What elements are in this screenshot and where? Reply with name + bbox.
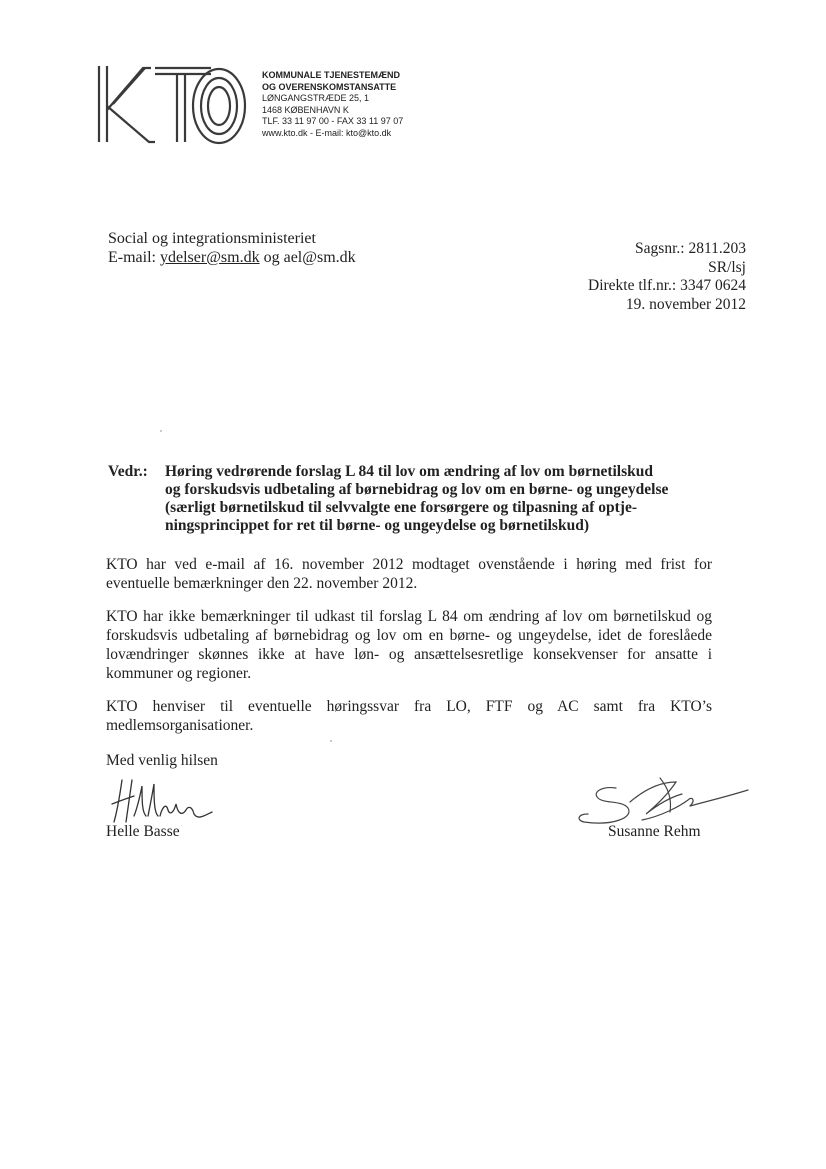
signatory-susanne-rehm: Susanne Rehm <box>608 823 701 840</box>
email-ael: ael@sm.dk <box>283 249 356 266</box>
case-number: Sagsnr.: 2811.203 <box>635 240 746 257</box>
body-paragraph-1: KTO har ved e-mail af 16. november 2012 modtaget ovenstående i høring med frist for eventuelle bemærkninger den 22. november 2012. <box>106 556 712 592</box>
email-label: E-mail: <box>108 249 160 266</box>
web-email: www.kto.dk - E-mail: kto@kto.dk <box>262 127 392 138</box>
subject-block <box>108 463 728 535</box>
signature-helle-basse <box>108 776 218 824</box>
email-join: og <box>259 249 284 266</box>
body-paragraph-3: KTO henviser til eventuelle høringssvar fra LO, FTF og AC samt fra KTO’s medlemsorganisationer. <box>106 698 712 734</box>
letter-date: 19. november 2012 <box>625 295 746 313</box>
initials: SR/lsj <box>708 258 746 276</box>
recipient-name: Social og integrationsministeriet <box>108 230 316 247</box>
signatory-helle-basse: Helle Basse <box>106 823 180 840</box>
subject-label: Vedr.: <box>108 463 148 480</box>
recipient-block <box>108 229 356 267</box>
subject-line3: (særligt børnetilskud til selvvalgte ene forsørgere og tilpasning af optje- <box>165 499 637 516</box>
address-city: 1468 KØBENHAVN K <box>262 104 349 115</box>
phone-fax: TLF. 33 11 97 00 - FAX 33 11 97 07 <box>262 116 404 126</box>
subject-line4: ningsprincippet for ret til børne- og ungeydelse og børnetilskud) <box>165 517 589 534</box>
org-name-line2: OG OVERENSKOMSTANSATTE <box>262 81 397 92</box>
letterhead-address <box>262 70 403 139</box>
subject-line2: og forskudsvis udbetaling af børnebidrag og lov om en børne- og ungeydelse <box>165 481 669 498</box>
subject-line1: Høring vedrørende forslag L 84 til lov om ændring af lov om børnetilskud <box>165 463 653 480</box>
direct-phone: Direkte tlf.nr.: 3347 0624 <box>588 277 746 294</box>
reference-block <box>588 240 746 314</box>
email-link-ydelser[interactable]: ydelser@sm.dk <box>159 249 260 266</box>
scan-speck <box>330 740 332 742</box>
closing-greeting: Med venlig hilsen <box>106 752 218 769</box>
kto-logo <box>93 60 251 148</box>
org-name-line1: KOMMUNALE TJENESTEMÆND <box>262 70 401 80</box>
scan-speck <box>160 430 162 432</box>
recipient-email-line <box>108 248 356 267</box>
address-street: LØNGANGSTRÆDE 25, 1 <box>262 93 370 103</box>
body-paragraph-2: KTO har ikke bemærkninger til udkast til forslag L 84 om ændring af lov om børnetilskud og forskudsvis udbetaling af børnebidrag og lov om en børne- og ungeydelse, idet de foreslåede lovændringer skønnes ikke at have løn- og ansættelsesretlige konsekvenser for ansatte i kommuner og regioner. <box>106 608 712 682</box>
